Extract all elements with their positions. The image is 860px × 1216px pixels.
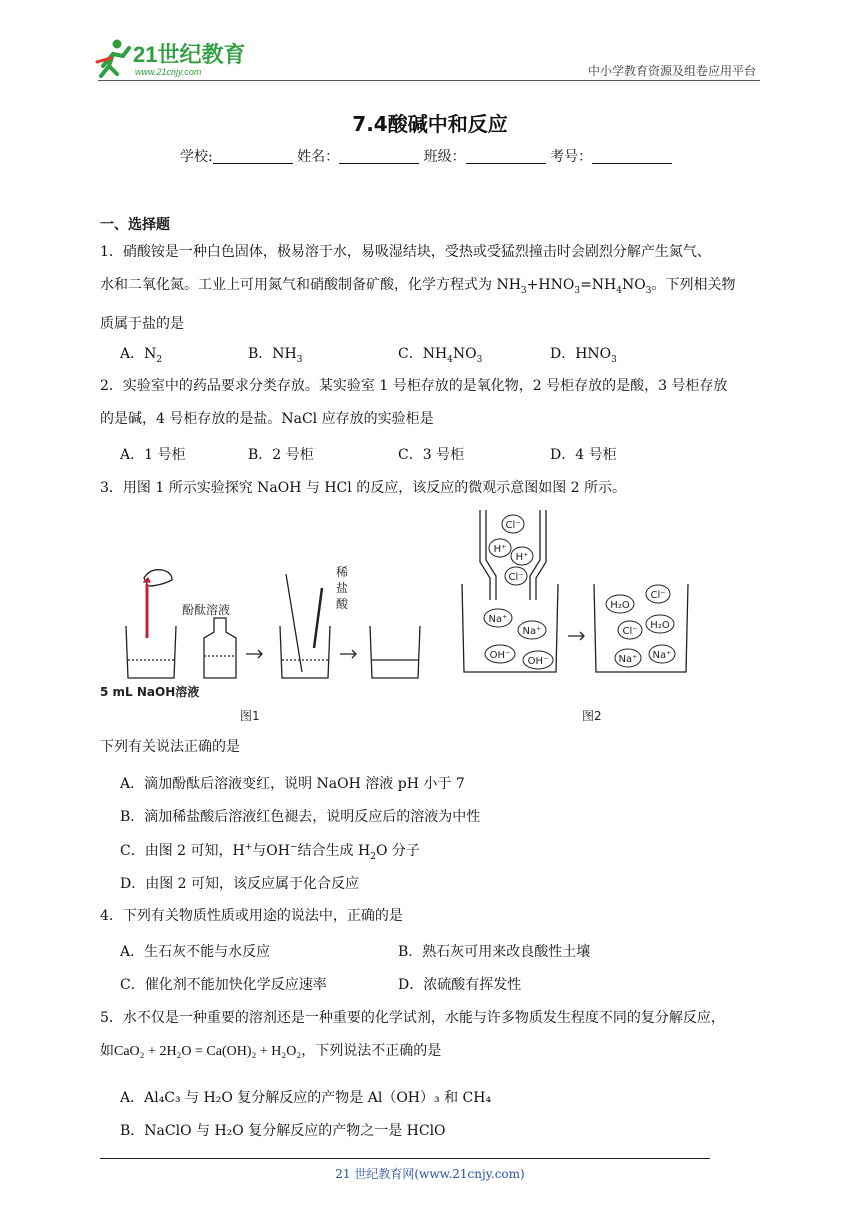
- q5-option-a[interactable]: A．Al₄C₃ 与 H₂O 复分解反应的产物是 Al（OH）₃ 和 CH₄: [120, 1090, 492, 1106]
- name-blank[interactable]: [339, 149, 419, 164]
- header-platform-text: 中小学教育资源及组卷应用平台: [587, 64, 756, 78]
- svg-text:Cl⁻: Cl⁻: [650, 590, 666, 601]
- q2-option-c[interactable]: C．3 号柜: [398, 447, 465, 463]
- q3-option-d[interactable]: D．由图 2 可知，该反应属于化合反应: [120, 876, 360, 892]
- beaker-4: [370, 626, 420, 678]
- svg-text:H₂O: H₂O: [610, 600, 630, 611]
- q3-option-b[interactable]: B．滴加稀盐酸后溶液红色褪去，说明反应后的溶液为中性: [120, 809, 481, 825]
- q1-option-b[interactable]: B．$NH_3$: [248, 346, 303, 365]
- svg-text:21世纪教育: 21世纪教育: [133, 42, 246, 67]
- q5-equation: CaO₂ + 2H₂O = Ca(OH)₂ + H₂O₂: [114, 1044, 302, 1059]
- svg-text:Cl⁻: Cl⁻: [505, 520, 521, 531]
- q5-option-b[interactable]: B．NaClO 与 H₂O 复分解反应的产物之一是 HClO: [120, 1123, 446, 1139]
- reagent-bottle: [204, 618, 236, 678]
- q2-option-b[interactable]: B．2 号柜: [248, 447, 314, 463]
- section-heading: 一、选择题: [100, 217, 170, 233]
- q1-option-a[interactable]: A．$N_2$: [120, 346, 163, 365]
- q4-option-b[interactable]: B．熟石灰可用来改良酸性土壤: [398, 944, 591, 960]
- exam-no-blank[interactable]: [592, 149, 672, 164]
- class-label: 班级：: [423, 149, 466, 165]
- q3-option-a[interactable]: A．滴加酚酞后溶液变红，说明 NaOH 溶液 pH 小于 7: [120, 776, 465, 792]
- naoh-label: 5 mL NaOH溶液: [100, 685, 200, 699]
- svg-text:www.21cnjy.com: www.21cnjy.com: [135, 67, 202, 77]
- q4-option-c[interactable]: C．催化剂不能加快化学反应速率: [120, 977, 327, 993]
- question-3-stem: 3．用图 1 所示实验探究 NaOH 与 HCl 的反应，该反应的微观示意图如图 2 所示。: [100, 480, 627, 496]
- question-5: 5．水不仅是一种重要的溶剂还是一种重要的化学试剂，水能与许多物质发生程度不同的复分解反应， 如CaO₂ + 2H₂O = Ca(OH)₂ + H₂O₂，下列说法不正确的是: [100, 1010, 725, 1059]
- svg-text:Na⁺: Na⁺: [618, 654, 638, 665]
- q4-option-d[interactable]: D．浓硫酸有挥发性: [398, 977, 522, 993]
- q1-option-d[interactable]: D．$HNO_3$: [550, 346, 617, 365]
- svg-text:H⁺: H⁺: [515, 552, 529, 563]
- svg-text:H₂O: H₂O: [650, 620, 670, 631]
- page-title: 7.4酸碱中和反应: [352, 112, 508, 136]
- phenolphthalein-label: 酚酞溶液: [182, 603, 231, 617]
- exam-no-label: 考号：: [550, 149, 593, 165]
- beaker-3: [280, 626, 330, 678]
- school-label: 学校:: [180, 149, 213, 165]
- q3-option-c[interactable]: C．由图 2 可知，H+与OH−结合生成 $H_2O$ 分子: [120, 842, 420, 862]
- question-2: 2．实验室中的药品要求分类存放。某实验室 1 号柜存放的是氧化物，2 号柜存放的是酸，3 号柜存放 的是碱，4 号柜存放的是盐。NaCl 应存放的实验柜是: [100, 378, 728, 427]
- question-3-prompt: 下列有关说法正确的是: [100, 739, 240, 755]
- figure-1: [126, 570, 420, 678]
- svg-text:Cl⁻: Cl⁻: [508, 572, 524, 583]
- beaker-1: [126, 626, 176, 678]
- acid-label-1: 稀: [336, 565, 349, 579]
- acid-label-2: 盐: [336, 581, 349, 595]
- class-blank[interactable]: [466, 149, 546, 164]
- ions-right: [606, 585, 675, 667]
- experiment-figure: [100, 508, 740, 728]
- svg-text:Na⁺: Na⁺: [488, 614, 508, 625]
- question-4: 4．下列有关物质性质或用途的说法中，正确的是: [100, 908, 403, 924]
- figure-2-label: 图2: [582, 709, 602, 723]
- site-logo: [95, 36, 265, 80]
- school-blank[interactable]: [213, 149, 293, 164]
- svg-text:Na⁺: Na⁺: [652, 650, 672, 661]
- svg-text:Na⁺: Na⁺: [522, 626, 542, 637]
- footer-link[interactable]: 21 世纪教育网(www.21cnjy.com): [335, 1167, 525, 1181]
- footer-divider: [100, 1158, 710, 1159]
- acid-label-3: 酸: [336, 597, 349, 611]
- q4-option-a[interactable]: A．生石灰不能与水反应: [120, 944, 271, 960]
- name-label: 姓名：: [297, 149, 340, 165]
- student-info-line: [180, 146, 672, 166]
- figure-1-label: 图1: [240, 709, 260, 723]
- q1-option-c[interactable]: C．$NH_4NO_3$: [398, 346, 483, 365]
- svg-text:OH⁻: OH⁻: [527, 656, 549, 667]
- svg-text:Cl⁻: Cl⁻: [622, 626, 638, 637]
- q2-option-a[interactable]: A．1 号柜: [120, 447, 186, 463]
- q2-option-d[interactable]: D．4 号柜: [550, 447, 617, 463]
- question-1: 1．硝酸铵是一种白色固体，极易溶于水，易吸湿结块，受热或受猛烈撞击时会剧烈分解产生氮气、 水和二氧化氮。工业上可用氮气和硝酸制备矿酸，化学方程式为 $NH_3+HNO_3=NH_4NO_3$。下列相关物 质属于盐的是: [100, 244, 736, 332]
- ions-left: [484, 609, 553, 669]
- header-divider: [98, 80, 760, 81]
- svg-text:H⁺: H⁺: [493, 544, 507, 555]
- svg-text:OH⁻: OH⁻: [489, 650, 511, 661]
- running-man-icon: [97, 40, 129, 77]
